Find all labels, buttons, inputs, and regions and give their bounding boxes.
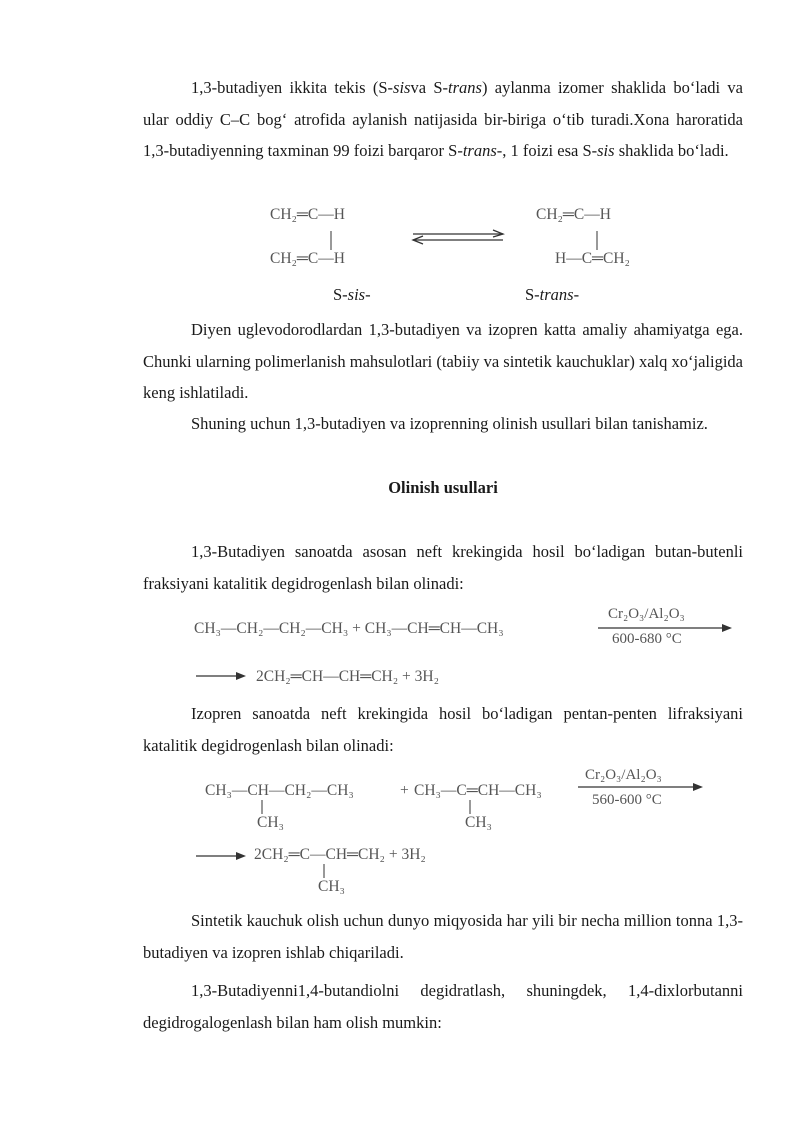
cis-label: S-sis- (333, 285, 371, 304)
reaction2-product: 2CH₂═C—CH═CH₂ + 3H₂ (254, 846, 426, 863)
reaction1-reactants: CH₃—CH₂—CH₂—CH₃ + CH₃—CH═CH—CH₃ (194, 620, 504, 637)
trans-top-formula: CH₂═C—H (536, 206, 611, 223)
paragraph-isoprene-production: Izopren sanoatda neft krekingida hosil bo‘ladigan pentan-penten lifraksiyani katalitik degidrogenlash bilan olinadi: (143, 704, 743, 755)
paragraph-importance: Diyen uglevodorodlardan 1,3-butadiyen va izopren katta amaliy ahamiyatga ega. Chunki ularning polimerlanish mahsulotlari (tabiiy va sintetik kauchuklar) xalq xo‘jaligida keng ishlatiladi. (143, 320, 743, 402)
reaction1-product: 2CH₂═CH—CH═CH₂ + 3H₂ (256, 668, 439, 685)
cis-bottom-formula: CH₂═C—H (270, 250, 345, 267)
trans-bottom-formula: H—C═CH₂ (555, 250, 630, 267)
reaction2-reactant1-branch: CH₃ (257, 814, 284, 831)
reaction2-reactant2-branch: CH₃ (465, 814, 492, 831)
paragraph-butadiene-production: 1,3-Butadiyen sanoatda asosan neft krekingida hosil bo‘ladigan butan-butenli fraksiyani katalitik degidrogenlash bilan olinadi: (143, 542, 743, 593)
reaction1-temperature: 600-680 °C (612, 631, 682, 647)
cis-top-formula: CH₂═C—H (270, 206, 345, 223)
reaction1-catalyst: Cr₂O₃/Al₂O₃ (608, 606, 685, 622)
trans-label: S-trans- (525, 285, 580, 304)
reaction2-catalyst: Cr₂O₃/Al₂O₃ (585, 767, 662, 783)
reaction2-plus: + (400, 782, 409, 799)
paragraph-production-volume: Sintetik kauchuk olish uchun dunyo miqyosida har yili bir necha million tonna 1,3-butadiyen va izopren ishlab chiqariladi. (143, 911, 743, 962)
paragraph-isomers-intro: 1,3-butadiyen ikkita tekis (S-sisva S-trans) aylanma izomer shaklida bo‘ladi va ular oddiy C–C bog‘ atrofida aylanish natijasida bir-biriga o‘tib turadi.Xona haroratida 1,3-butadiyenning taxminan 99 foizi barqaror S-trans-, 1 foizi esa S-sis shaklida bo‘ladi. (143, 78, 744, 160)
reaction2-reactant2: CH₃—C═CH—CH₃ (414, 782, 542, 799)
reaction2-reactant1: CH₃—CH—CH₂—CH₃ (205, 782, 354, 799)
paragraph-other-methods: 1,3-Butadiyenni1,4-butandiolni degidratlash, shuningdek, 1,4-dixlorbutanni degidrogalogenlash bilan ham olish mumkin: (143, 981, 743, 1032)
reaction2-product-branch: CH₃ (318, 878, 345, 895)
section-heading: Olinish usullari (388, 478, 498, 497)
paragraph-intro-methods: Shuning uchun 1,3-butadiyen va izoprenning olinish usullari bilan tanishamiz. (191, 414, 708, 433)
reaction2-temperature: 560-600 °C (592, 792, 662, 808)
